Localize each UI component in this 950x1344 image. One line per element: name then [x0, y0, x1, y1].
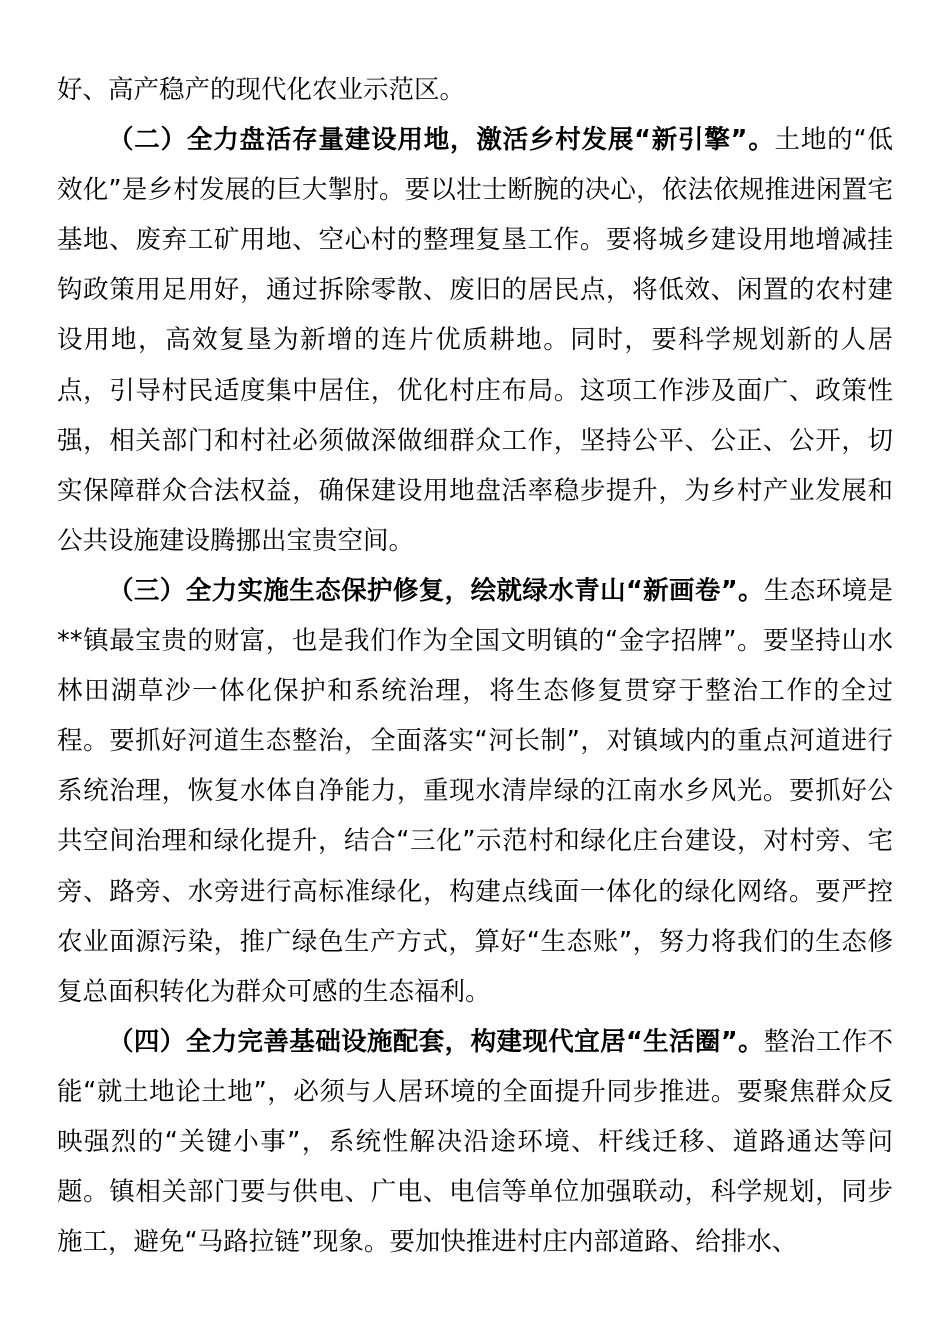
section-heading: （二）全力盘活存量建设用地，激活乡村发展“新引擎”。 [108, 125, 775, 156]
paragraph-continued [57, 65, 893, 115]
document-page [57, 65, 893, 1267]
paragraph-body: 好、高产稳产的现代化农业示范区。 [57, 75, 466, 105]
paragraph-body: 土地的“低效化”是乡村发展的巨大掣肘。要以壮士断腕的决心，依法依规推进闲置宅基地、废弃工矿用地、空心村的整理复垦工作。要将城乡建设用地增减挂钩政策用足用好，通过拆除零散、废旧的居民点，将低效、闲置的农村建设用地，高效复垦为新增的连片优质耕地。同时，要科学规划新的人居点，引导村民适度集中居住，优化村庄布局。这项工作涉及面广、政策性强，相关部门和村社必须做深做细群众工作，坚持公平、公正、公开，切实保障群众合法权益，确保建设用地盘活率稳步提升，为乡村产业发展和公共设施建设腾挪出宝贵空间。 [57, 125, 893, 556]
paragraph-body: 整治工作不能“就土地论土地”，必须与人居环境的全面提升同步推进。要聚焦群众反映强烈的“关键小事”，系统性解决沿途环境、杆线迁移、道路通达等问题。镇相关部门要与供电、广电、电信等单位加强联动，科学规划，同步施工，避免“马路拉链”现象。要加快推进村庄内部道路、给排水、 [57, 1026, 893, 1258]
paragraph-section-4 [57, 1017, 893, 1267]
paragraph-body: 生态环境是**镇最宝贵的财富，也是我们作为全国文明镇的“金字招牌”。要坚持山水林田湖草沙一体化保护和系统治理，将生态修复贯穿于整治工作的全过程。要抓好河道生态整治，全面落实“河长制”，对镇域内的重点河道进行系统治理，恢复水体自净能力，重现水清岸绿的江南水乡风光。要抓好公共空间治理和绿化提升，结合“三化”示范村和绿化庄台建设，对村旁、宅旁、路旁、水旁进行高标准绿化，构建点线面一体化的绿化网络。要严控农业面源污染，推广绿色生产方式，算好“生态账”，努力将我们的生态修复总面积转化为群众可感的生态福利。 [57, 575, 893, 1007]
section-heading: （四）全力完善基础设施配套，构建现代宜居“生活圈”。 [108, 1026, 764, 1057]
paragraph-section-3 [57, 566, 893, 1017]
paragraph-section-2 [57, 115, 893, 566]
section-heading: （三）全力实施生态保护修复，绘就绿水青山“新画卷”。 [108, 575, 764, 606]
